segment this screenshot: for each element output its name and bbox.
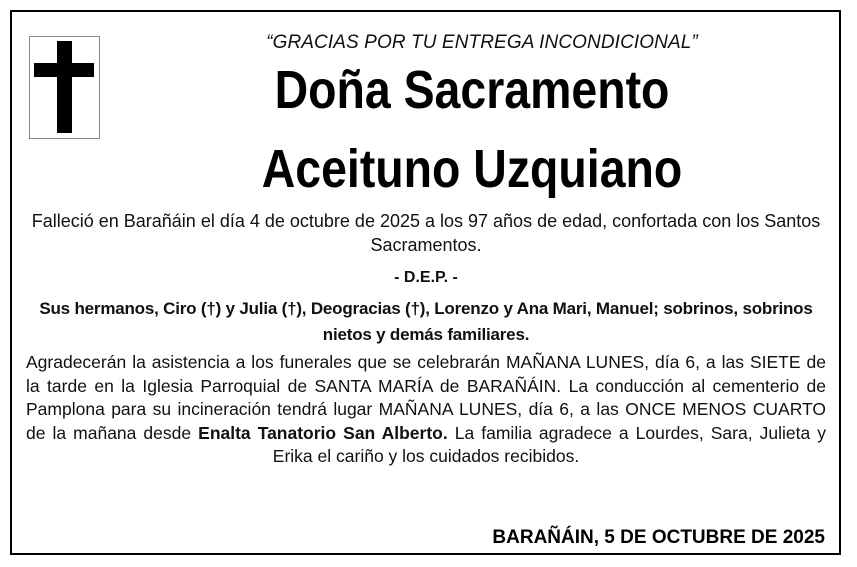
place-and-date: BARAÑÁIN, 5 DE OCTUBRE DE 2025: [492, 527, 825, 548]
funeral-details: [26, 351, 826, 469]
cross-vertical-bar: [57, 41, 72, 133]
memorial-quote: “GRACIAS POR TU ENTREGA INCONDICIONAL”: [266, 32, 698, 53]
death-announcement: Falleció en Barañáin el día 4 de octubre de 2025 a los 97 años de edad, confortada con los Santos Sacramentos.: [31, 211, 821, 255]
cross-horizontal-bar: [34, 63, 94, 77]
obituary-frame: [10, 10, 841, 555]
rest-in-peace-line: - D.E.P. -: [394, 269, 458, 286]
cross-icon: [29, 36, 100, 139]
funeral-thanks: La familia agradece a Lourdes, Sara, Julieta y Erika el cariño y los cuidados recibidos.: [272, 422, 826, 466]
deceased-name-line-2: Aceituno Uzquiano: [261, 139, 683, 199]
funeral-details-text: Agradecerán la asistencia a los funerales que se celebrarán MAÑANA LUNES, día 6, a las SIETE de la tarde en la Iglesia Parroquial de SANTA MARÍA de BARAÑÁIN. La conducción al cementerio de Pamplona para su incineración tendrá lugar MAÑANA LUNES, día 6, a las ONCE MENOS CUARTO de la mañana desde: [26, 352, 826, 443]
family-list: Sus hermanos, Ciro (†) y Julia (†), Deogracias (†), Lorenzo y Ana Mari, Manuel; sobrinos, sobrinos nietos y demás familiares.: [39, 299, 813, 344]
funeral-venue: Enalta Tanatorio San Alberto.: [198, 422, 448, 443]
deceased-name-line-1: Doña Sacramento: [274, 60, 670, 120]
